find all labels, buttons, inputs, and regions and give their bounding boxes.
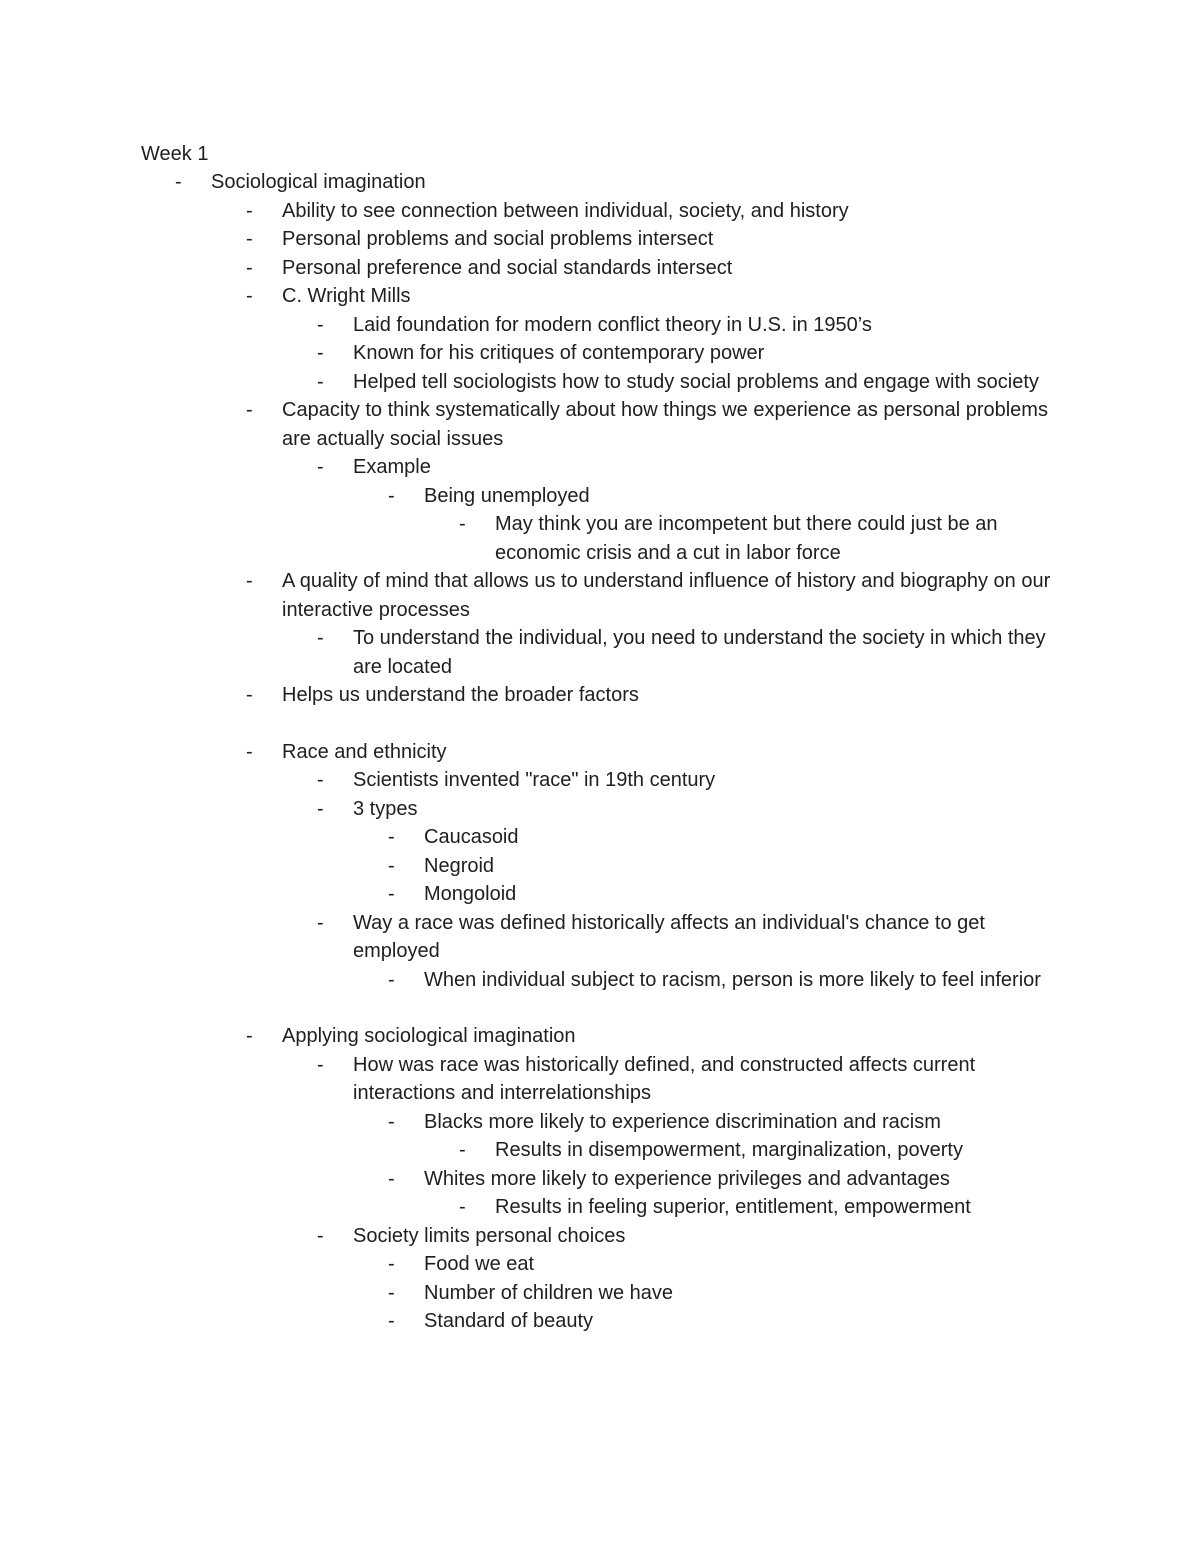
list-item	[0, 225, 1200, 254]
bullet-dash: -	[317, 911, 324, 934]
list-item-text: To understand the individual, you need to understand the society in which they are located	[353, 627, 1046, 678]
list-item-text: How was race was historically defined, and constructed affects current interactions and interrelationships	[353, 1053, 976, 1104]
list-item-text: Mongoloid	[424, 883, 517, 905]
bullet-dash: -	[317, 1224, 324, 1247]
list-item-text: Applying sociological imagination	[282, 1025, 576, 1047]
bullet-dash: -	[459, 513, 466, 535]
list-item	[0, 681, 1200, 710]
list-item	[0, 197, 1200, 226]
bullet-dash: -	[388, 484, 395, 507]
list-item-text: Personal preference and social standards intersect	[282, 256, 733, 279]
list-item	[0, 396, 1200, 453]
bullet-dash: -	[388, 1253, 395, 1275]
list-item	[0, 254, 1200, 283]
list-item	[0, 852, 1200, 881]
bullet-dash: -	[388, 826, 395, 848]
list-item-text: May think you are incompetent but there could just be an economic crisis and a cut in labor force	[495, 513, 998, 564]
list-item-text: Number of children we have	[424, 1281, 674, 1304]
list-item-text: Ability to see connection between individual, society, and history	[282, 199, 849, 222]
bullet-dash: -	[317, 370, 324, 393]
bullet-dash: -	[317, 797, 324, 820]
list-item	[0, 368, 1200, 397]
list-item	[0, 282, 1200, 311]
bullet-dash: -	[246, 256, 253, 279]
bullet-dash: -	[388, 1167, 395, 1190]
list-item	[0, 909, 1200, 966]
bullet-dash: -	[388, 854, 395, 877]
list-item	[0, 510, 1200, 567]
list-item-text: C. Wright Mills	[282, 285, 411, 307]
blank-line	[0, 994, 1200, 1022]
list-item	[0, 966, 1200, 995]
list-item	[0, 823, 1200, 852]
list-item-text: Personal problems and social problems intersect	[282, 228, 714, 250]
bullet-dash: -	[317, 313, 324, 336]
list-item	[0, 311, 1200, 340]
list-item	[0, 880, 1200, 909]
list-item	[0, 1307, 1200, 1336]
bullet-dash: -	[317, 456, 324, 478]
list-item-text: Results in feeling superior, entitlement, empowerment	[495, 1196, 971, 1218]
list-item-text: Race and ethnicity	[282, 740, 447, 763]
bullet-dash: -	[388, 883, 395, 905]
list-item-text: Helped tell sociologists how to study social problems and engage with society	[353, 370, 1039, 393]
list-item-text: Caucasoid	[424, 826, 519, 848]
list-item-text: Laid foundation for modern conflict theory in U.S. in 1950’s	[353, 313, 872, 336]
list-item	[0, 1222, 1200, 1251]
list-item	[0, 624, 1200, 681]
bullet-dash: -	[246, 399, 253, 421]
list-item-text: Known for his critiques of contemporary power	[353, 342, 765, 364]
bullet-dash: -	[246, 228, 253, 250]
list-item	[0, 1279, 1200, 1308]
list-item	[0, 453, 1200, 482]
list-item-text: When individual subject to racism, person is more likely to feel inferior	[424, 968, 1041, 991]
list-item	[0, 795, 1200, 824]
bullet-dash: -	[459, 1139, 466, 1161]
list-item-text: A quality of mind that allows us to understand influence of history and biography on our interactive processes	[282, 570, 1051, 621]
bullet-dash: -	[175, 171, 182, 193]
list-item-text: Blacks more likely to experience discrimination and racism	[424, 1110, 941, 1133]
list-item	[0, 339, 1200, 368]
bullet-dash: -	[388, 1110, 395, 1133]
bullet-dash: -	[246, 740, 253, 763]
list-item-text: Whites more likely to experience privileges and advantages	[424, 1167, 950, 1190]
list-item	[0, 1136, 1200, 1165]
list-item-text: Way a race was defined historically affects an individual's chance to get employed	[353, 911, 985, 962]
bullet-dash: -	[388, 968, 395, 991]
list-item	[0, 1108, 1200, 1137]
list-item	[0, 567, 1200, 624]
bullet-dash: -	[317, 342, 324, 364]
list-item-text: 3 types	[353, 797, 418, 820]
list-item-text: Standard of beauty	[424, 1310, 594, 1332]
list-item	[0, 1051, 1200, 1108]
bullet-dash: -	[388, 1310, 395, 1332]
bullet-dash: -	[246, 570, 253, 592]
list-item-text: Sociological imagination	[211, 171, 426, 193]
list-item	[0, 482, 1200, 511]
list-item-text: Results in disempowerment, marginalization, poverty	[495, 1139, 963, 1161]
list-item	[0, 1193, 1200, 1222]
bullet-dash: -	[317, 1053, 324, 1076]
bullet-dash: -	[317, 627, 324, 649]
week-heading: Week 1	[141, 143, 209, 165]
bullet-dash: -	[246, 684, 253, 706]
list-item	[0, 766, 1200, 795]
list-item-text: Negroid	[424, 854, 495, 877]
list-item	[0, 738, 1200, 767]
notes-list	[0, 168, 1200, 1336]
list-item-text: Capacity to think systematically about how things we experience as personal problems are actually social issues	[282, 399, 1048, 450]
list-item	[0, 168, 1200, 197]
list-item-text: Society limits personal choices	[353, 1224, 626, 1247]
bullet-dash: -	[459, 1196, 466, 1218]
list-item-text: Food we eat	[424, 1253, 535, 1275]
bullet-dash: -	[388, 1281, 395, 1304]
bullet-dash: -	[246, 1025, 253, 1047]
list-item-text: Example	[353, 456, 431, 478]
bullet-dash: -	[317, 769, 324, 791]
blank-line	[0, 710, 1200, 738]
list-item	[0, 1022, 1200, 1051]
bullet-dash: -	[246, 285, 253, 307]
bullet-dash: -	[246, 199, 253, 222]
list-item	[0, 1165, 1200, 1194]
list-item	[0, 1250, 1200, 1279]
list-item-text: Helps us understand the broader factors	[282, 684, 639, 706]
list-item-text: Scientists invented "race" in 19th century	[353, 769, 716, 791]
list-item-text: Being unemployed	[424, 484, 590, 507]
